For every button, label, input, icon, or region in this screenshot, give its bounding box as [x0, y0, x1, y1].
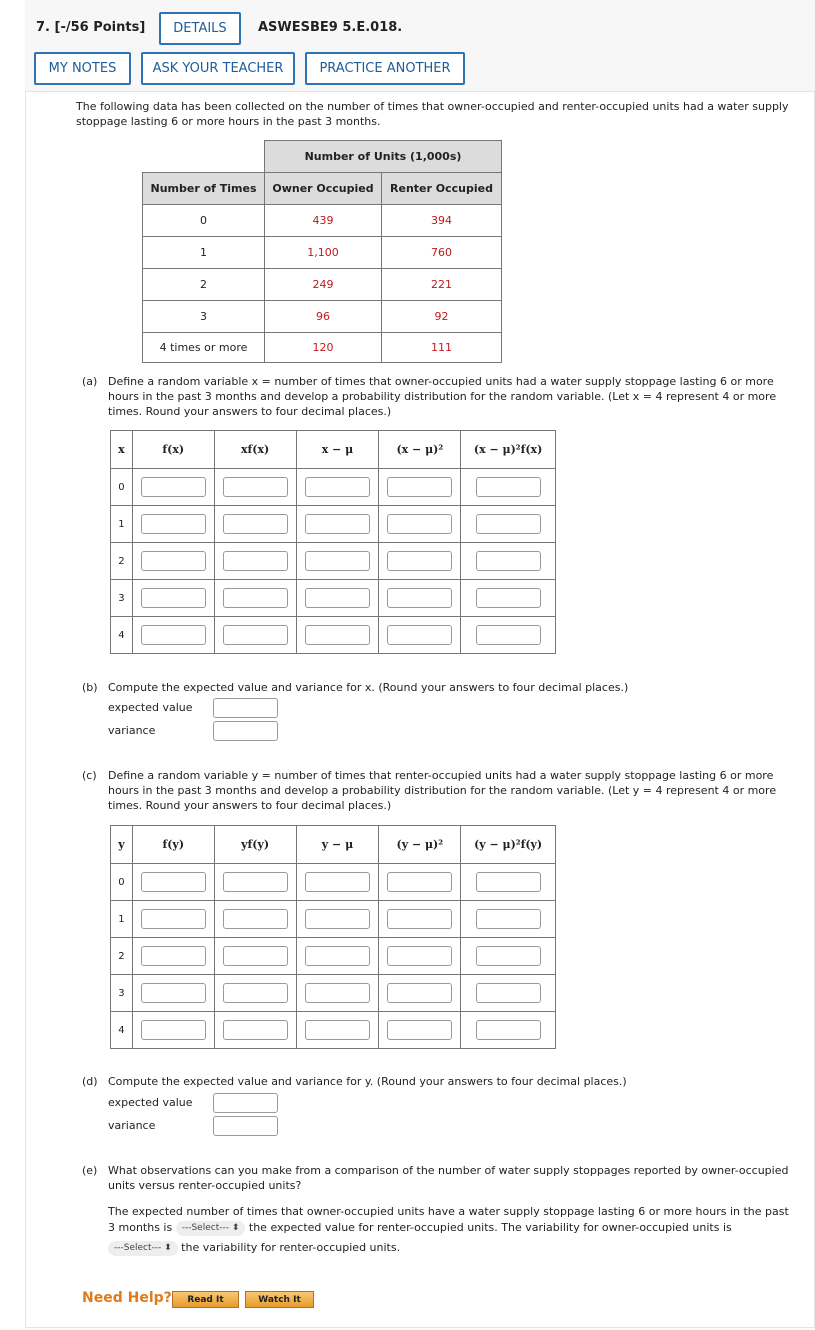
x-minus-mu-sq-input[interactable]: [387, 514, 452, 534]
x-minus-mu-sq-fx-input[interactable]: [476, 514, 541, 534]
part-a-line-2: hours in the past 3 months and develop a probability distribution for the random variable. (Let x = 4 represent 4 or more: [108, 390, 777, 403]
part-c-label: (c): [82, 769, 97, 782]
table-row: [111, 901, 556, 938]
watch-it-button[interactable]: Watch It: [245, 1291, 314, 1308]
x-minus-mu-sq-fx-input[interactable]: [476, 588, 541, 608]
cell-owner: 120: [265, 333, 382, 363]
xfx-input[interactable]: [223, 551, 288, 571]
statement-text: the variability for renter-occupied units.: [181, 1241, 401, 1254]
read-it-button[interactable]: Read It: [172, 1291, 239, 1308]
part-c-line-2: hours in the past 3 months and develop a probability distribution for the random variable. (Let y = 4 represent 4 or more: [108, 784, 777, 797]
fx-input[interactable]: [141, 588, 206, 608]
yfy-input[interactable]: [223, 909, 288, 929]
x-value: 3: [111, 580, 133, 617]
x-minus-mu-input[interactable]: [305, 588, 370, 608]
cell-times: 1: [143, 237, 265, 269]
col-x: x: [111, 431, 133, 469]
x-value: 2: [111, 543, 133, 580]
x-minus-mu-sq-fx-input[interactable]: [476, 625, 541, 645]
y-minus-mu-sq-input[interactable]: [387, 872, 452, 892]
select-arrows-icon: ⬍: [231, 1222, 240, 1233]
col-yfy: yf(y): [214, 826, 296, 864]
col-x-minus-mu: x − μ: [296, 431, 379, 469]
part-e-statement-line-1: The expected number of times that owner-occupied units have a water supply stoppage lasting 6 or more hours in the past: [108, 1205, 789, 1218]
y-minus-mu-sq-input[interactable]: [387, 1020, 452, 1040]
col-number-of-times: Number of Times: [143, 173, 265, 205]
cell-owner: 1,100: [265, 237, 382, 269]
part-c-line-1: Define a random variable y = number of times that renter-occupied units had a water supply stoppage lasting 6 or more: [108, 769, 774, 782]
part-e-statement-line-3: [108, 1240, 400, 1256]
x-minus-mu-input[interactable]: [305, 477, 370, 497]
ask-teacher-button[interactable]: ASK YOUR TEACHER: [141, 52, 295, 85]
expected-value-x-label: expected value: [108, 701, 193, 714]
y-minus-mu-input[interactable]: [305, 946, 370, 966]
part-a-line-3: times. Round your answers to four decimal places.): [108, 405, 392, 418]
y-value: 3: [111, 975, 133, 1012]
cell-times: 3: [143, 301, 265, 333]
need-help-label: Need Help?: [82, 1290, 172, 1306]
col-x-minus-mu-sq-fx: (x − μ)²f(x): [461, 431, 556, 469]
y-minus-mu-input[interactable]: [305, 983, 370, 1003]
cell-renter: 760: [382, 237, 502, 269]
y-value: 1: [111, 901, 133, 938]
x-minus-mu-input[interactable]: [305, 551, 370, 571]
cell-renter: 92: [382, 301, 502, 333]
y-minus-mu-sq-input[interactable]: [387, 909, 452, 929]
y-minus-mu-sq-fy-input[interactable]: [476, 946, 541, 966]
y-minus-mu-sq-fy-input[interactable]: [476, 909, 541, 929]
y-value: 4: [111, 1012, 133, 1049]
yfy-input[interactable]: [223, 872, 288, 892]
cell-renter: 111: [382, 333, 502, 363]
table-row: [143, 301, 502, 333]
table-row: [111, 543, 556, 580]
col-y-minus-mu-sq: (y − μ)²: [379, 826, 461, 864]
y-minus-mu-sq-fy-input[interactable]: [476, 983, 541, 1003]
col-renter-occupied: Renter Occupied: [382, 173, 502, 205]
part-e-label: (e): [82, 1164, 98, 1177]
fy-input[interactable]: [141, 946, 206, 966]
part-d-label: (d): [82, 1075, 98, 1088]
y-minus-mu-sq-fy-input[interactable]: [476, 1020, 541, 1040]
blank-corner: [143, 141, 265, 173]
question-number: 7. [-/56 Points]: [36, 20, 146, 35]
yfy-input[interactable]: [223, 983, 288, 1003]
table-row: [143, 269, 502, 301]
x-value: 4: [111, 617, 133, 654]
y-minus-mu-sq-input[interactable]: [387, 983, 452, 1003]
units-data-table: [142, 140, 502, 363]
y-minus-mu-input[interactable]: [305, 909, 370, 929]
part-e-statement-line-2: [108, 1220, 732, 1236]
col-fy: f(y): [132, 826, 214, 864]
fy-input[interactable]: [141, 872, 206, 892]
x-minus-mu-sq-input[interactable]: [387, 551, 452, 571]
xfx-input[interactable]: [223, 514, 288, 534]
variance-x-input[interactable]: [213, 721, 278, 741]
yfy-input[interactable]: [223, 1020, 288, 1040]
intro-line-2: stoppage lasting 6 or more hours in the past 3 months.: [76, 115, 381, 128]
intro-line-1: The following data has been collected on the number of times that owner-occupied and renter-occupied units had a water supply: [76, 100, 789, 113]
y-value: 2: [111, 938, 133, 975]
question-code: ASWESBE9 5.E.018.: [258, 20, 403, 35]
cell-owner: 96: [265, 301, 382, 333]
x-value: 0: [111, 469, 133, 506]
variability-comparison-select[interactable]: [108, 1241, 178, 1256]
my-notes-button[interactable]: MY NOTES: [34, 52, 131, 85]
x-distribution-table: [110, 430, 556, 654]
part-a-label: (a): [82, 375, 98, 388]
x-minus-mu-sq-input[interactable]: [387, 588, 452, 608]
variance-x-label: variance: [108, 724, 156, 737]
part-e-question-line-2: units versus renter-occupied units?: [108, 1179, 302, 1192]
xfx-input[interactable]: [223, 588, 288, 608]
table-row: [143, 205, 502, 237]
statement-text: 3 months is: [108, 1221, 173, 1234]
table-row: [143, 237, 502, 269]
cell-times: 2: [143, 269, 265, 301]
xfx-input[interactable]: [223, 477, 288, 497]
x-minus-mu-sq-fx-input[interactable]: [476, 551, 541, 571]
table-row: [111, 975, 556, 1012]
y-distribution-table: [110, 825, 556, 1049]
cell-renter: 221: [382, 269, 502, 301]
y-minus-mu-input[interactable]: [305, 1020, 370, 1040]
variance-y-label: variance: [108, 1119, 156, 1132]
y-minus-mu-sq-fy-input[interactable]: [476, 872, 541, 892]
fx-input[interactable]: [141, 551, 206, 571]
part-b-text: Compute the expected value and variance for x. (Round your answers to four decimal places.): [108, 681, 629, 694]
cell-renter: 394: [382, 205, 502, 237]
col-y: y: [111, 826, 133, 864]
fy-input[interactable]: [141, 1020, 206, 1040]
col-y-minus-mu-sq-fy: (y − μ)²f(y): [461, 826, 556, 864]
cell-owner: 439: [265, 205, 382, 237]
x-minus-mu-sq-input[interactable]: [387, 625, 452, 645]
x-minus-mu-input[interactable]: [305, 514, 370, 534]
fy-input[interactable]: [141, 909, 206, 929]
table-row: [111, 469, 556, 506]
col-x-minus-mu-sq: (x − μ)²: [379, 431, 461, 469]
group-header: Number of Units (1,000s): [265, 141, 502, 173]
y-minus-mu-sq-input[interactable]: [387, 946, 452, 966]
statement-text: the expected value for renter-occupied units. The variability for owner-occupied units is: [248, 1221, 732, 1234]
cell-owner: 249: [265, 269, 382, 301]
part-a-line-1: Define a random variable x = number of times that owner-occupied units had a water supply stoppage lasting 6 or more: [108, 375, 774, 388]
details-button[interactable]: DETAILS: [159, 12, 241, 45]
table-row: [111, 938, 556, 975]
practice-another-button[interactable]: PRACTICE ANOTHER: [305, 52, 465, 85]
part-b-label: (b): [82, 681, 98, 694]
col-owner-occupied: Owner Occupied: [265, 173, 382, 205]
fx-input[interactable]: [141, 625, 206, 645]
part-d-text: Compute the expected value and variance for y. (Round your answers to four decimal places.): [108, 1075, 627, 1088]
part-e-question-line-1: What observations can you make from a comparison of the number of water supply stoppages reported by owner-occupied: [108, 1164, 789, 1177]
table-row: [143, 333, 502, 363]
expected-value-y-input[interactable]: [213, 1093, 278, 1113]
table-row: [111, 1012, 556, 1049]
col-fx: f(x): [132, 431, 214, 469]
part-c-line-3: times. Round your answers to four decimal places.): [108, 799, 392, 812]
variance-y-input[interactable]: [213, 1116, 278, 1136]
table-row: [111, 864, 556, 901]
cell-times: 0: [143, 205, 265, 237]
x-minus-mu-sq-input[interactable]: [387, 477, 452, 497]
table-row: [111, 617, 556, 654]
table-row: [111, 580, 556, 617]
x-value: 1: [111, 506, 133, 543]
x-minus-mu-sq-fx-input[interactable]: [476, 477, 541, 497]
x-minus-mu-input[interactable]: [305, 625, 370, 645]
select-value: ---Select---: [181, 1222, 229, 1233]
yfy-input[interactable]: [223, 946, 288, 966]
col-y-minus-mu: y − μ: [296, 826, 379, 864]
fy-input[interactable]: [141, 983, 206, 1003]
expected-comparison-select[interactable]: [176, 1221, 246, 1236]
table-row: [111, 506, 556, 543]
xfx-input[interactable]: [223, 625, 288, 645]
y-value: 0: [111, 864, 133, 901]
y-minus-mu-input[interactable]: [305, 872, 370, 892]
select-value: ---Select---: [114, 1242, 162, 1253]
fx-input[interactable]: [141, 477, 206, 497]
select-arrows-icon: ⬍: [164, 1242, 172, 1253]
col-xfx: xf(x): [214, 431, 296, 469]
expected-value-x-input[interactable]: [213, 698, 278, 718]
expected-value-y-label: expected value: [108, 1096, 193, 1109]
cell-times: 4 times or more: [143, 333, 265, 363]
fx-input[interactable]: [141, 514, 206, 534]
